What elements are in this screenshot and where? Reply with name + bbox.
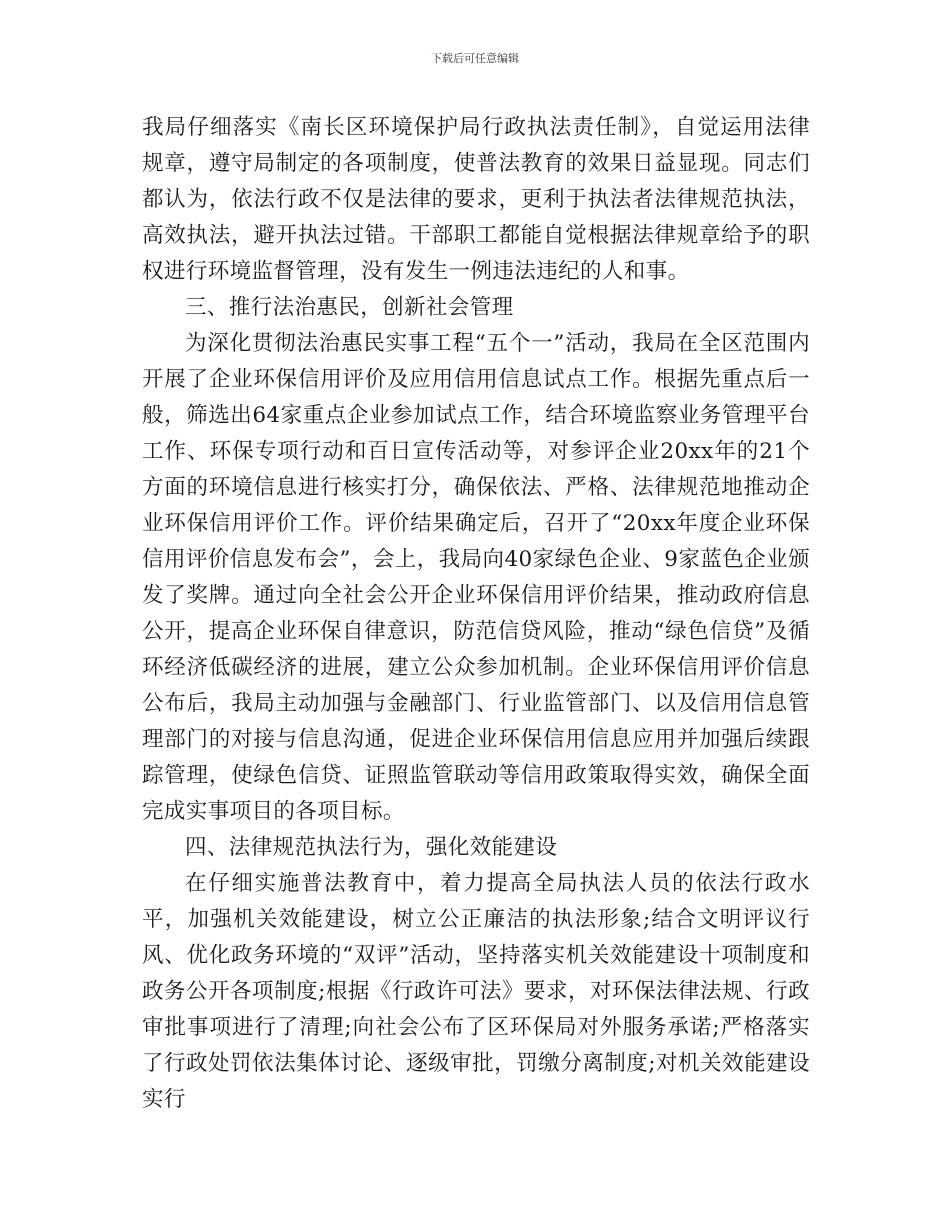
- page-header: 下载后可任意编辑: [431, 52, 519, 65]
- document-body: [142, 110, 810, 1118]
- paragraph-efficiency-building: 在仔细实施普法教育中，着力提高全局执法人员的依法行政水平，加强机关效能建设，树立公正廉洁的执法形象;结合文明评议行风、优化政务环境的“双评”活动，坚持落实机关效能建设十项制度和政务公开各项制度;根据《行政许可法》要求，对环保法律法规、行政审批事项进行了清理;向社会公布了区环保局对外服务承诺;严格落实了行政处罚依法集体讨论、逐级审批，罚缴分离制度;对机关效能建设实行: [142, 871, 810, 1112]
- paragraph-credit-evaluation: 为深化贯彻法治惠民实事工程“五个一”活动，我局在全区范围内开展了企业环保信用评价及应用信用信息试点工作。根据先重点后一般，筛选出64家重点企业参加试点工作，结合环境监察业务管理平台工作、环保专项行动和百日宣传活动等，对参评企业20xx年的21个方面的环境信息进行核实打分，确保依法、严格、法律规范地推动企业环保信用评价工作。评价结果确定后，召开了“20xx年度企业环保信用评价信息发布会”，会上，我局向40家绿色企业、9家蓝色企业颁发了奖牌。通过向全社会公开企业环保信用评价结果，推动政府信息公开，提高企业环保自律意识，防范信贷风险，推动“绿色信贷”及循环经济低碳经济的进展，建立公众参加机制。企业环保信用评价信息公布后，我局主动加强与金融部门、行业监管部门、以及信用信息管理部门的对接与信息沟通，促进企业环保信用信息应用并加强后续跟踪管理，使绿色信贷、证照监管联动等信用政策取得实效，确保全面完成实事项目的各项目标。: [142, 331, 810, 824]
- section-heading-4: 四、法律规范执法行为，强化效能建设: [185, 835, 558, 860]
- paragraph-enforcement-responsibility: 我局仔细落实《南长区环境保护局行政执法责任制》，自觉运用法律规章，遵守局制定的各项制度，使普法教育的效果日益显现。同志们都认为，依法行政不仅是法律的要求，更利于执法者法律规范执法，高效执法，避开执法过错。干部职工都能自觉根据法律规章给予的职权进行环境监督管理，没有发生一例违法违纪的人和事。: [142, 115, 810, 284]
- section-heading-3: 三、推行法治惠民，创新社会管理: [185, 295, 514, 320]
